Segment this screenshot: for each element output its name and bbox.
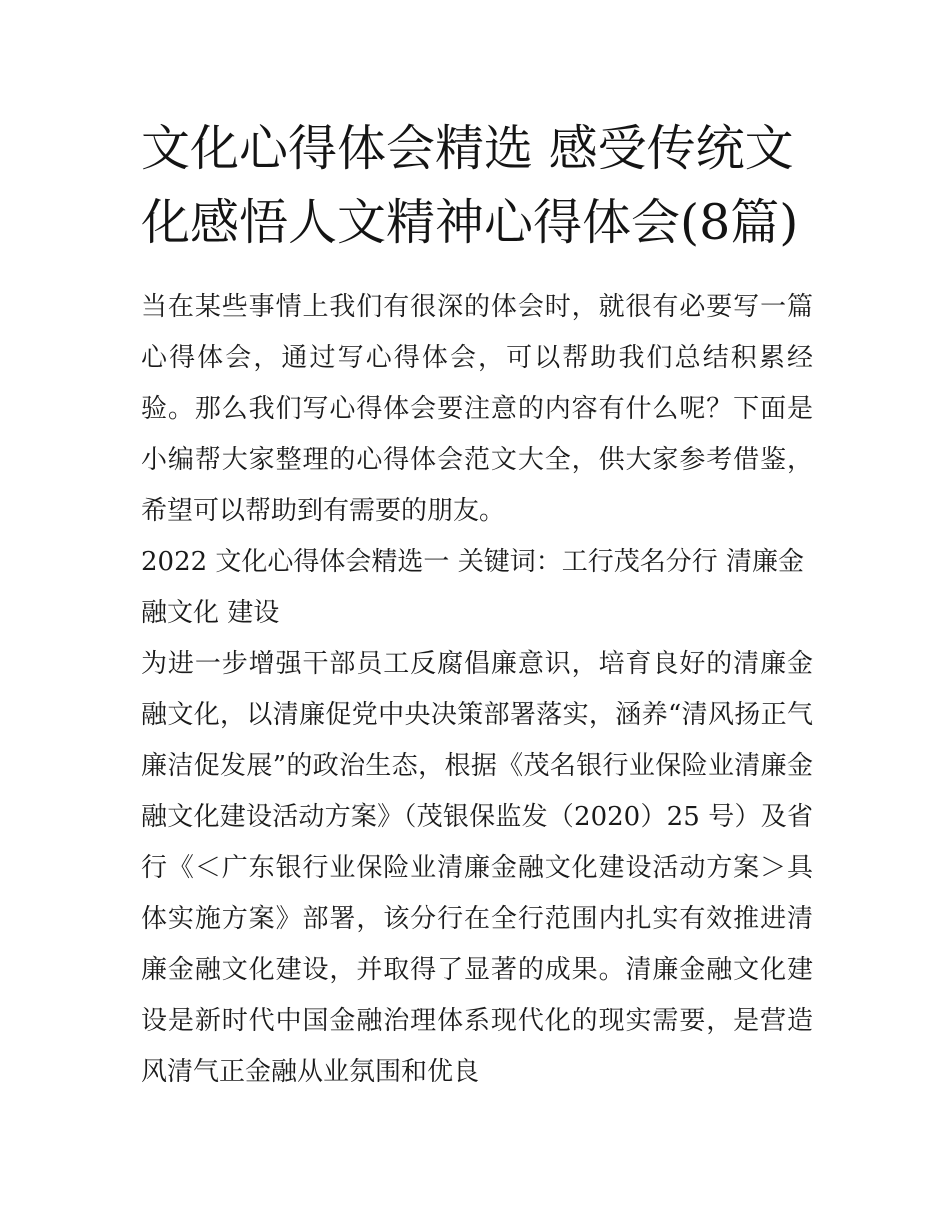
intro-paragraph: 当在某些事情上我们有很深的体会时，就很有必要写一篇心得体会，通过写心得体会，可以帮助我们总结积累经验。那么我们写心得体会要注意的内容有什么呢？下面是小编帮大家整理的心得体会范文大全，供大家参考借鉴，希望可以帮助到有需要的朋友。	[141, 292, 813, 526]
section-body-paragraph: 为进一步增强干部员工反腐倡廉意识，培育良好的清廉金融文化，以清廉促党中央决策部署落实，涵养“清风扬正气廉洁促发展”的政治生态，根据《茂名银行业保险业清廉金融文化建设活动方案》（茂银保监发（2020）25 号）及省行《＜广东银行业保险业清廉金融文化建设活动方案＞具体实施方案》部署，该分行在全行范围内扎实有效推进清廉金融文化建设，并取得了显著的成果。清廉金融文化建设是新时代中国金融治理体系现代化的现实需要，是营造风清气正金融从业氛围和优良	[141, 649, 813, 1087]
section-heading: 2022 文化心得体会精选一 关键词：工行茂名分行 清廉金融文化 建设	[141, 547, 804, 628]
document-title: 文化心得体会精选 感受传统文化感悟人文精神心得体会(8篇)	[141, 120, 799, 251]
document-page	[141, 112, 813, 1098]
